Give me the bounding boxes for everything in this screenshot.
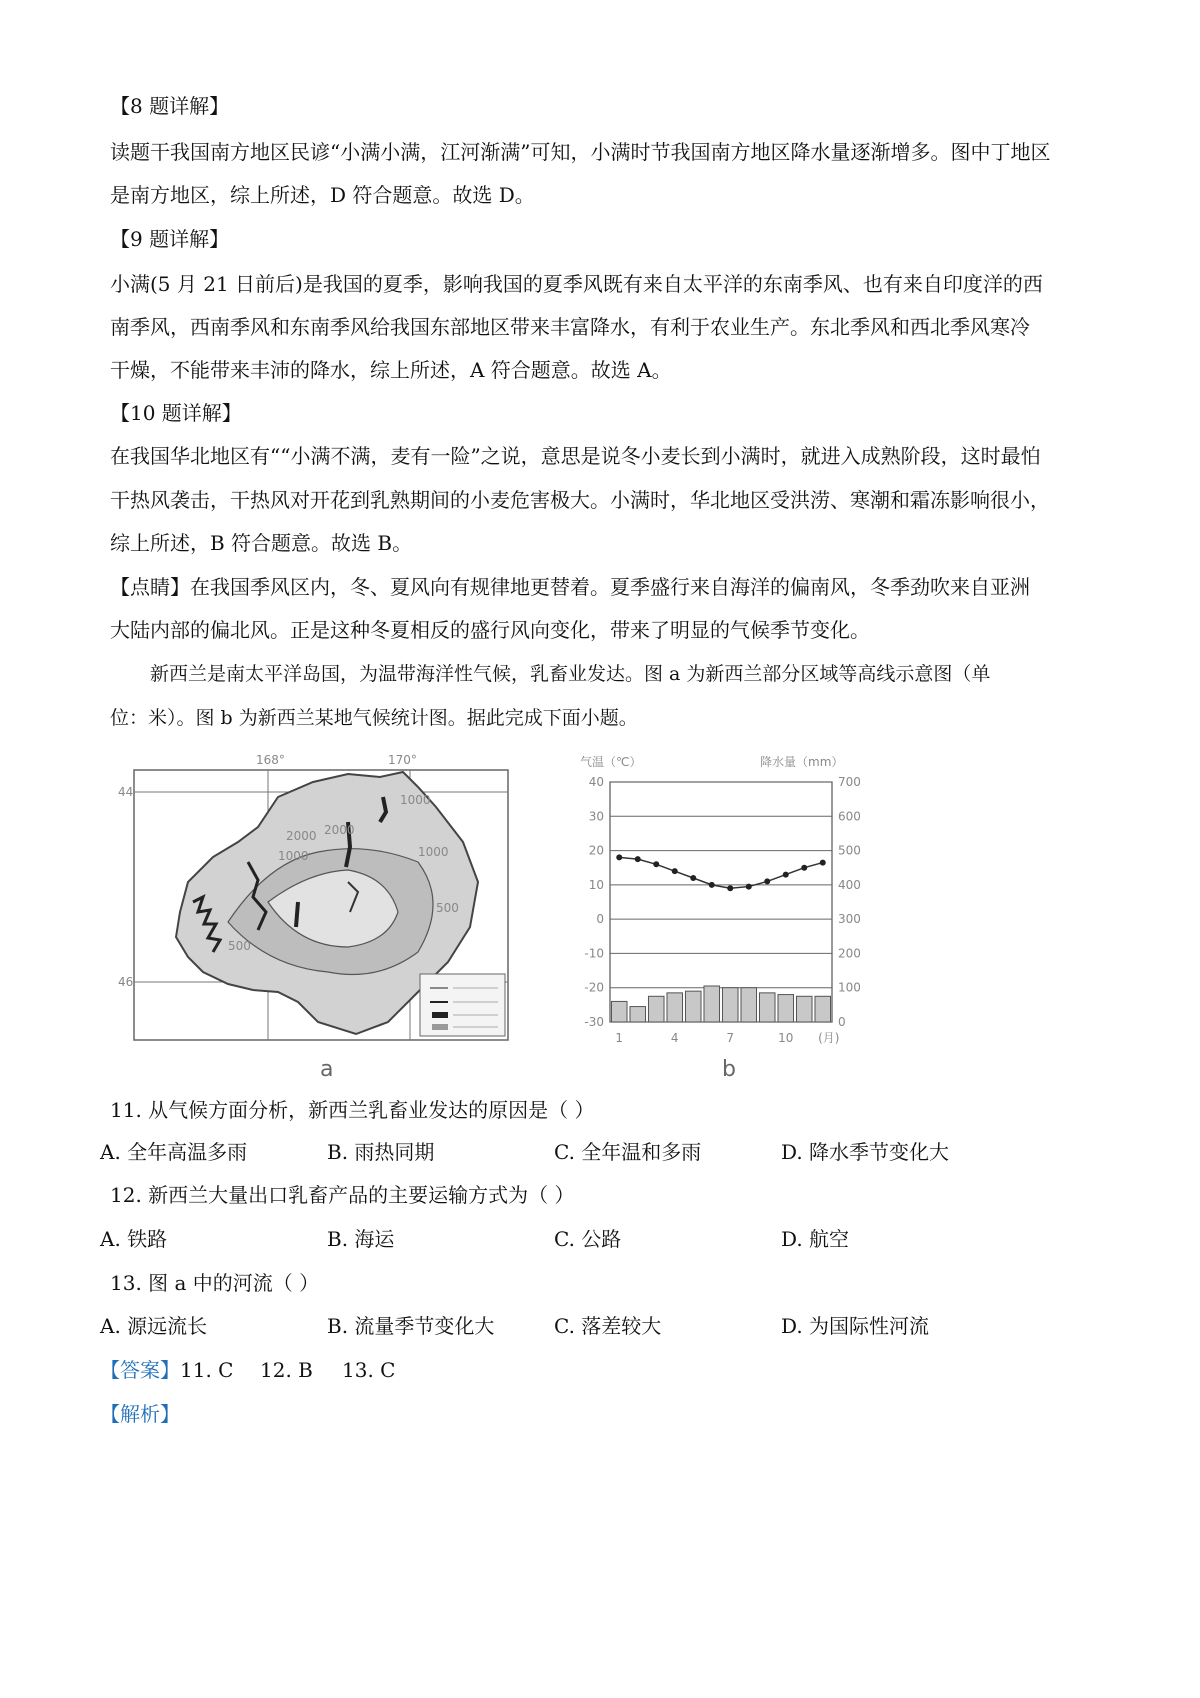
lon-label-170: 170° [388,753,417,767]
precipitation-bar [611,1001,627,1022]
contour-label: 1000 [400,793,431,807]
climate-chart [570,752,890,1057]
tip-text-line: 【点睛】在我国季风区内，冬、夏风向有规律地更替着。夏季盛行来自海洋的偏南风，冬季劲吹来自亚洲 [110,575,1030,599]
temperature-point [709,882,715,888]
answer-11: 11. C [180,1358,234,1382]
y-right-tick-label: 300 [838,912,861,927]
temperature-point [783,872,789,878]
temperature-point [727,885,733,891]
x-tick-label: 1 [615,1031,624,1045]
q13-option-c: C. 落差较大 [554,1314,662,1338]
contour-label: 1000 [418,845,449,859]
analysis-label: 【解析】 [100,1402,180,1426]
precipitation-bar [778,995,794,1022]
q8-header: 【8 题详解】 [110,94,230,118]
temperature-point [672,868,678,874]
temperature-point [635,856,641,862]
q8-text-line: 读题干我国南方地区民谚“小满小满，江河渐满”可知，小满时节我国南方地区降水量逐渐增多。图中丁地区 [110,140,1051,164]
y-right-tick-label: 100 [838,980,861,995]
y-left-tick-label: -30 [584,1015,604,1029]
x-tick-label: (月) [818,1031,840,1045]
contour-map [118,752,518,1057]
precipitation-bar [685,991,701,1022]
precipitation-bar [815,996,831,1022]
precipitation-bar [759,993,775,1022]
q12-option-a: A. 铁路 [100,1227,168,1251]
q10-text-line: 在我国华北地区有““小满不满，麦有一险”之说，意思是说冬小麦长到小满时，就进入成熟阶段，这时最怕 [110,444,1041,468]
precipitation-bar [741,988,757,1022]
y-left-axis-label: 气温（℃） [580,755,642,769]
y-right-tick-label: 600 [838,809,861,824]
temperature-point [801,865,807,871]
q12-option-b: B. 海运 [327,1227,395,1251]
temperature-point [616,854,622,860]
y-right-axis-label: 降水量（mm） [760,755,844,769]
y-left-tick-label: 10 [588,877,604,892]
y-right-tick-label: 400 [838,877,861,892]
temperature-point [653,861,659,867]
precipitation-bar [722,988,738,1022]
lat-label-46: 46 [118,975,134,989]
q13-option-a: A. 源远流长 [100,1314,208,1338]
answer-label: 【答案】 [100,1358,180,1382]
q10-text-line: 综上所述，B 符合题意。故选 B。 [110,531,413,555]
contour-map-figure [118,752,518,1057]
precipitation-bar [630,1007,646,1022]
intro-text-line: 新西兰是南太平洋岛国，为温带海洋性气候，乳畜业发达。图 a 为新西兰部分区域等高线示意图（单 [150,663,991,685]
q8-text-line: 是南方地区，综上所述，D 符合题意。故选 D。 [110,183,535,207]
q9-text-line: 南季风，西南季风和东南季风给我国东部地区带来丰富降水，有利于农业生产。东北季风和西北季风寒冷 [110,315,1030,339]
q9-text-line: 干燥，不能带来丰沛的降水，综上所述，A 符合题意。故选 A。 [110,358,672,382]
lat-label-44: 44 [118,785,134,799]
q12-option-d: D. 航空 [781,1227,850,1251]
precipitation-bar [667,993,683,1022]
y-left-tick-label: 20 [588,843,604,858]
q11-stem: 11. 从气候方面分析，新西兰乳畜业发达的原因是（ ） [110,1098,595,1122]
plot-frame [610,782,832,1022]
lon-label-168: 168° [256,753,285,767]
contour-label: 500 [436,901,459,915]
precipitation-bar [704,986,720,1022]
contour-label: 2000 [286,829,317,843]
q13-stem: 13. 图 a 中的河流（ ） [110,1271,320,1295]
temperature-point [690,875,696,881]
y-right-tick-label: 700 [838,775,861,789]
y-left-tick-label: 40 [588,775,604,789]
y-right-tick-label: 200 [838,946,861,961]
temperature-point [746,884,752,890]
contour-label: 1000 [278,849,309,863]
q11-option-c: C. 全年温和多雨 [554,1140,702,1164]
answer-13: 13. C [342,1358,396,1382]
y-right-tick-label: 0 [838,1015,846,1029]
q9-header: 【9 题详解】 [110,227,230,251]
y-left-tick-label: -10 [584,946,604,961]
contour-label: 2000 [324,823,355,837]
precipitation-bar [796,996,812,1022]
y-left-tick-label: 30 [588,809,604,824]
map-a-caption: a [320,1057,334,1082]
q10-header: 【10 题详解】 [110,401,242,425]
precipitation-bar [648,996,664,1022]
temperature-point [820,860,826,866]
chart-b-caption: b [722,1057,736,1082]
q13-option-d: D. 为国际性河流 [781,1314,930,1338]
q13-option-b: B. 流量季节变化大 [327,1314,495,1338]
answer-12: 12. B [260,1358,313,1382]
intro-text-line: 位：米）。图 b 为新西兰某地气候统计图。据此完成下面小题。 [110,707,638,729]
contour-label: 500 [228,939,251,953]
y-left-tick-label: -20 [584,980,604,995]
q12-stem: 12. 新西兰大量出口乳畜产品的主要运输方式为（ ） [110,1183,575,1207]
q10-text-line: 干热风袭击，干热风对开花到乳熟期间的小麦危害极大。小满时，华北地区受洪涝、寒潮和霜冻影响很小， [110,488,1050,512]
x-tick-label: 10 [778,1031,794,1045]
temperature-point [764,878,770,884]
x-tick-label: 7 [726,1031,735,1045]
q11-option-d: D. 降水季节变化大 [781,1140,950,1164]
q11-option-a: A. 全年高温多雨 [100,1140,248,1164]
q12-option-c: C. 公路 [554,1227,622,1251]
temperature-line [619,857,823,888]
q9-text-line: 小满(5 月 21 日前后)是我国的夏季，影响我国的夏季风既有来自太平洋的东南季风、也有来自印度洋的西 [110,272,1043,296]
y-right-tick-label: 500 [838,843,861,858]
q11-option-b: B. 雨热同期 [327,1140,435,1164]
climate-chart-figure [570,752,890,1057]
x-tick-label: 4 [670,1031,679,1045]
tip-text-line: 大陆内部的偏北风。正是这种冬夏相反的盛行风向变化，带来了明显的气候季节变化。 [110,618,870,642]
y-left-tick-label: 0 [596,912,604,927]
